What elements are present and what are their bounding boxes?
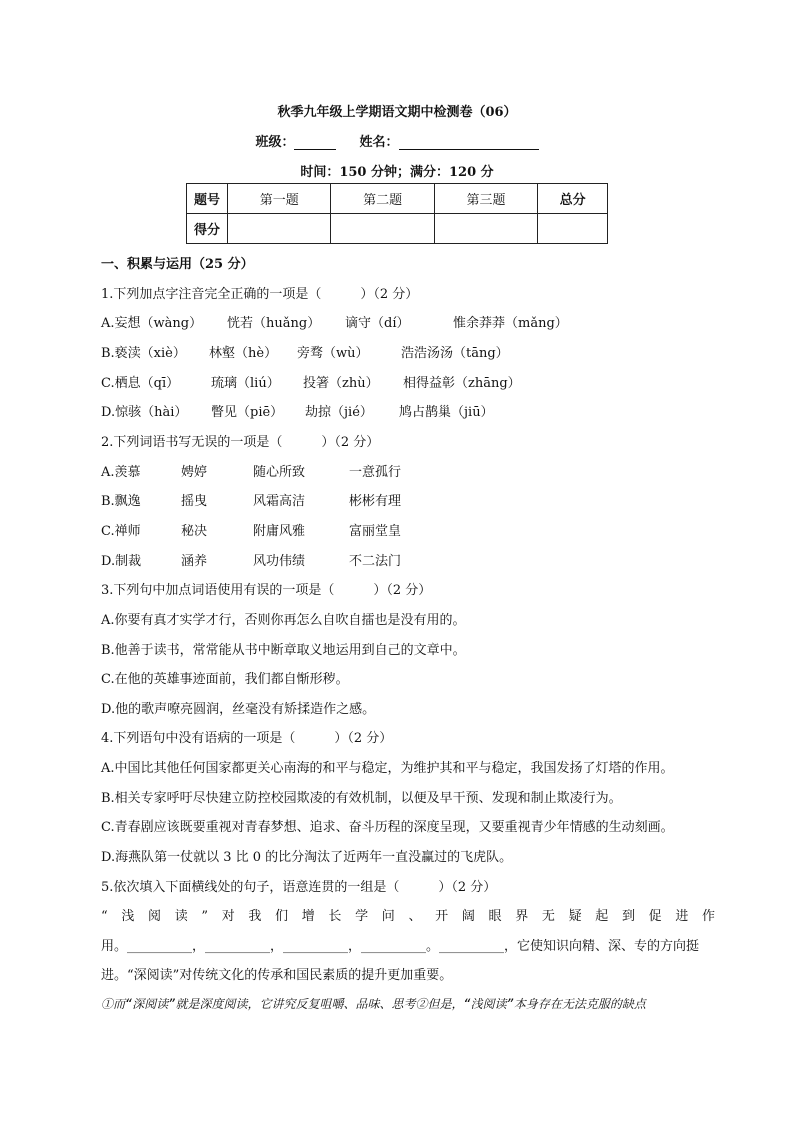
q5-sentence-options: ①而“深阅读”就是深度阅读，它讲究反复咀嚼、品味、思考②但是，“浅阅读”本身存在无法克服的缺点 bbox=[101, 997, 646, 1011]
option-item: C.禅师 bbox=[101, 524, 141, 539]
score-input-cell[interactable] bbox=[331, 214, 434, 244]
option-item: 秘决 bbox=[181, 524, 208, 539]
question-5-stem: 5.依次填入下面横线处的句子，语意连贯的一组是（ ）（2 分） bbox=[101, 880, 497, 895]
option-item: 富丽堂皇 bbox=[349, 524, 402, 539]
option-item: A.羡慕 bbox=[101, 465, 141, 480]
score-table-header-row bbox=[187, 184, 608, 214]
q4-option-c[interactable]: C.青春剧应该既要重视对青春梦想、追求、奋斗历程的深度呈现，又要重视青少年情感的生动刻画。 bbox=[101, 820, 674, 835]
question-3-stem: 3.下列句中加点词语使用有误的一项是（ ）（2 分） bbox=[101, 583, 432, 598]
option-item: 投箸（zhù） bbox=[303, 376, 379, 391]
option-item: 摇曳 bbox=[181, 494, 208, 509]
q4-option-a[interactable]: A.中国比其他任何国家都更关心南海的和平与稳定，为维护其和平与稳定，我国发扬了灯塔的作用。 bbox=[101, 761, 674, 776]
score-input-cell[interactable] bbox=[434, 214, 537, 244]
score-table bbox=[186, 183, 608, 244]
score-table-cell: 题号 bbox=[187, 184, 228, 214]
option-item: B.飘逸 bbox=[101, 494, 141, 509]
score-input-cell[interactable] bbox=[538, 214, 608, 244]
name-blank[interactable] bbox=[399, 135, 539, 150]
score-table-cell: 第一题 bbox=[228, 184, 331, 214]
q1-option-a[interactable] bbox=[101, 312, 568, 331]
option-item: 附庸风雅 bbox=[253, 524, 306, 539]
name-label: 姓名： bbox=[359, 135, 399, 150]
score-table-cell: 总分 bbox=[538, 184, 608, 214]
option-item: 瞥见（piē） bbox=[211, 405, 284, 420]
q2-option-d[interactable] bbox=[101, 550, 401, 569]
option-item: D.惊骇（hài） bbox=[101, 405, 188, 420]
score-table-score-row bbox=[187, 214, 608, 244]
q3-option-d[interactable]: D.他的歌声嘹亮圆润，丝毫没有矫揉造作之感。 bbox=[101, 702, 376, 717]
score-row-label: 得分 bbox=[187, 214, 228, 244]
q3-option-a[interactable]: A.你要有真才实学才行，否则你再怎么自吹自擂也是没有用的。 bbox=[101, 613, 466, 628]
question-1-stem: 1.下列加点字注音完全正确的一项是（ ）（2 分） bbox=[101, 287, 419, 302]
option-item: 相得益彰（zhāng） bbox=[403, 376, 521, 391]
q3-option-b[interactable]: B.他善于读书，常常能从书中断章取义地运用到自己的文章中。 bbox=[101, 643, 466, 658]
q5-passage-line-2: 用。__________，__________，__________，__________。__________，它使知识向精、深、专的方向挺 bbox=[101, 939, 700, 954]
question-4-stem: 4.下列语句中没有语病的一项是（ ）（2 分） bbox=[101, 731, 393, 746]
score-table-cell: 第三题 bbox=[434, 184, 537, 214]
option-item: C.栖息（qī） bbox=[101, 376, 180, 391]
q2-option-c[interactable] bbox=[101, 520, 401, 539]
q5-passage-line-3: 进。“深阅读”对传统文化的传承和国民素质的提升更加重要。 bbox=[101, 968, 453, 983]
option-item: 林壑（hè） bbox=[209, 346, 278, 361]
option-item: 随心所致 bbox=[253, 465, 306, 480]
q4-option-d[interactable]: D.海燕队第一仗就以 3 比 0 的比分淘汰了近两年一直没赢过的飞虎队。 bbox=[101, 850, 513, 865]
q4-option-b[interactable]: B.相关专家呼吁尽快建立防控校园欺凌的有效机制，以便及早干预、发现和制止欺凌行为。 bbox=[101, 791, 622, 806]
option-item: 惟余莽莽（mǎng） bbox=[453, 316, 568, 331]
option-item: 风霜高洁 bbox=[253, 494, 306, 509]
q5-passage-line-1: “浅阅读”对我们增长学问、开阔眼界无疑起到促进作 bbox=[101, 909, 721, 924]
question-2-stem: 2.下列词语书写无误的一项是（ ）（2 分） bbox=[101, 435, 380, 450]
class-label: 班级： bbox=[255, 135, 295, 150]
option-item: B.亵渎（xiè） bbox=[101, 346, 186, 361]
class-blank[interactable] bbox=[294, 135, 336, 150]
option-item: D.制裁 bbox=[101, 554, 142, 569]
time-score-info: 时间：150 分钟；满分：120 分 bbox=[300, 165, 494, 180]
exam-title: 秋季九年级上学期语文期中检测卷（06） bbox=[277, 105, 517, 120]
option-item: 一意孤行 bbox=[349, 465, 402, 480]
q2-option-a[interactable] bbox=[101, 461, 401, 480]
option-item: 劫掠（jié） bbox=[305, 405, 373, 420]
score-input-cell[interactable] bbox=[228, 214, 331, 244]
option-item: 风功伟绩 bbox=[253, 554, 306, 569]
q3-option-c[interactable]: C.在他的英雄事迹面前，我们都自惭形秽。 bbox=[101, 672, 349, 687]
q1-option-b[interactable] bbox=[101, 342, 509, 361]
q2-option-b[interactable] bbox=[101, 490, 401, 509]
option-item: 恍若（huǎng） bbox=[227, 316, 321, 331]
option-item: 旁骛（wù） bbox=[297, 346, 369, 361]
option-item: 谪守（dí） bbox=[345, 316, 410, 331]
q1-option-d[interactable] bbox=[101, 401, 494, 420]
option-item: 彬彬有理 bbox=[349, 494, 402, 509]
option-item: 不二法门 bbox=[349, 554, 402, 569]
option-item: 琉璃（liú） bbox=[211, 376, 280, 391]
option-item: A.妄想（wàng） bbox=[101, 316, 203, 331]
class-name-line bbox=[0, 131, 794, 150]
q1-option-c[interactable] bbox=[101, 372, 521, 391]
option-item: 鸠占鹊巢（jiū） bbox=[399, 405, 494, 420]
option-item: 涵养 bbox=[181, 554, 208, 569]
score-table-cell: 第二题 bbox=[331, 184, 434, 214]
section-heading: 一、积累与运用（25 分） bbox=[101, 257, 254, 272]
option-item: 娉婷 bbox=[181, 465, 208, 480]
option-item: 浩浩汤汤（tāng） bbox=[401, 346, 509, 361]
